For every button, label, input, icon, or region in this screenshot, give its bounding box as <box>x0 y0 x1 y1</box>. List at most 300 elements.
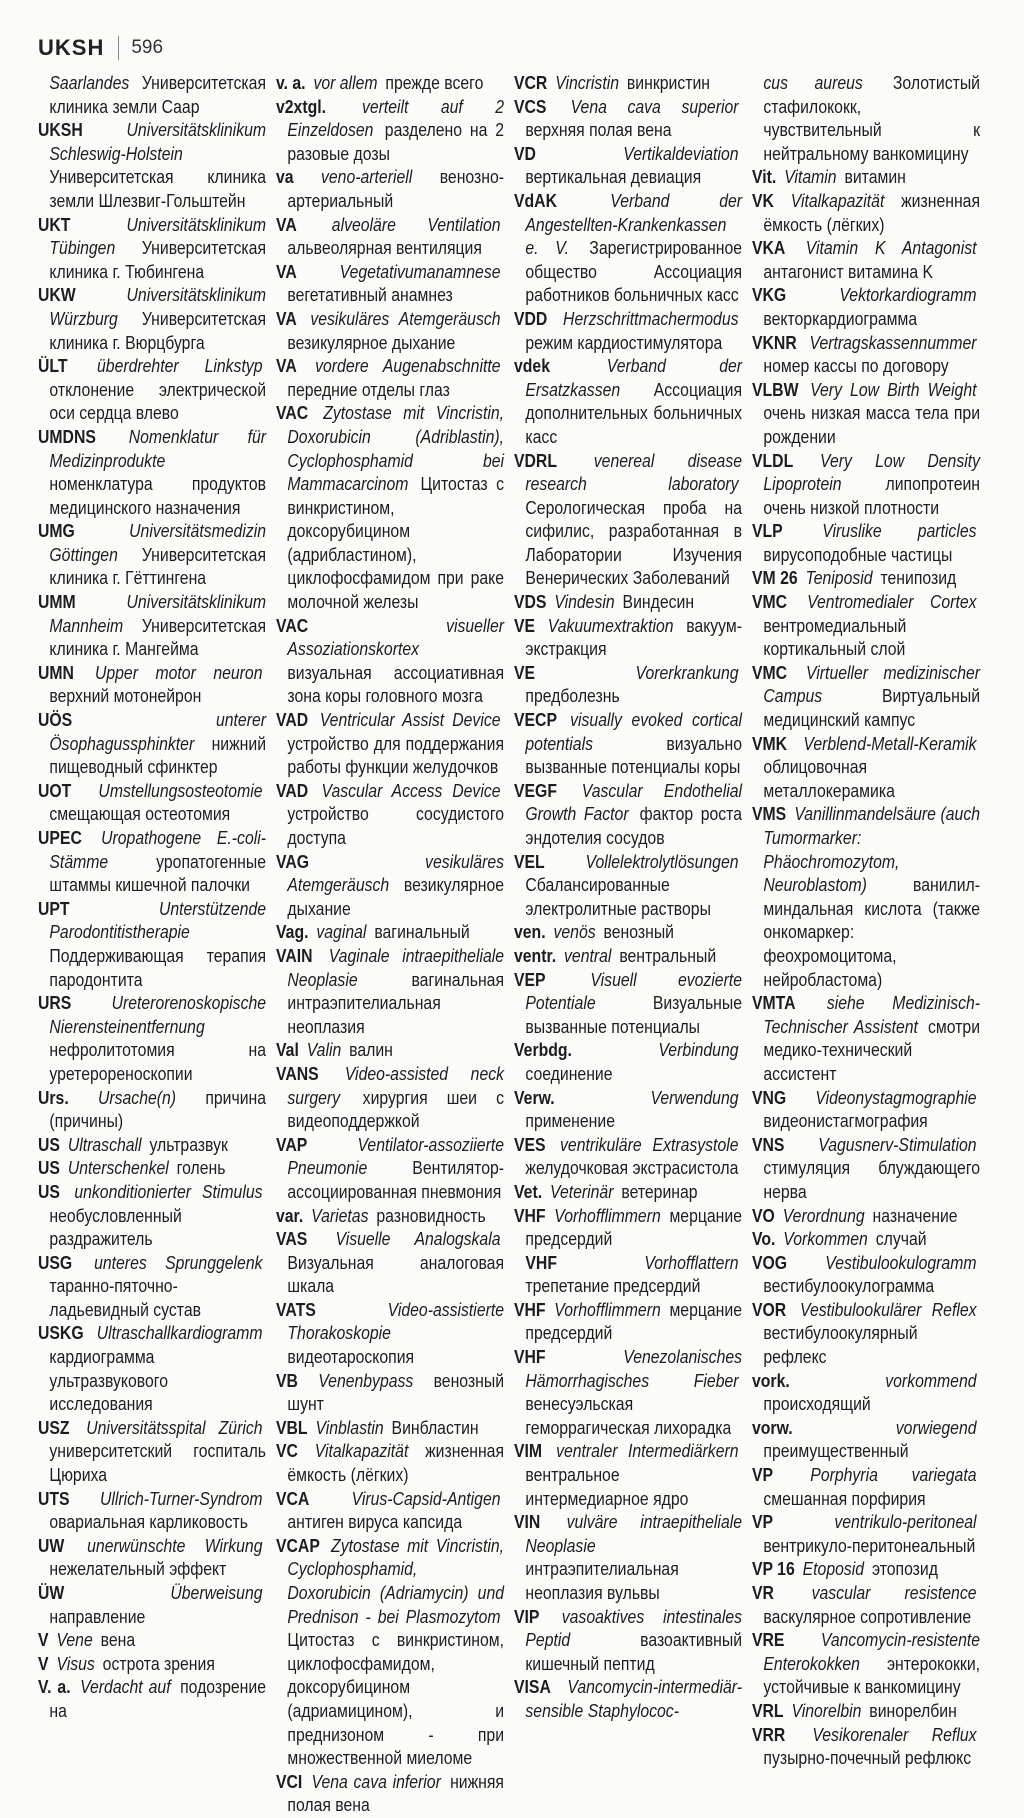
entry-term: Vertikaldeviation <box>623 143 739 164</box>
entry-translation: Визуальная аналоговая шкала <box>287 1252 505 1297</box>
entry-translation: необусловленный раздражитель <box>49 1205 182 1250</box>
entry-translation: альвеолярная вентиляция <box>287 238 482 259</box>
dictionary-columns <box>38 72 984 1816</box>
entry-term: vorwiegend <box>895 1417 977 1438</box>
dictionary-entry <box>276 1771 504 1818</box>
entry-abbreviation: VLBW <box>752 379 799 400</box>
entry-abbreviation: ÜW <box>38 1583 65 1603</box>
dictionary-entry <box>38 1181 266 1252</box>
entry-abbreviation: USG <box>38 1252 73 1273</box>
entry-abbreviation: Verbdg. <box>514 1040 572 1061</box>
entry-translation: визуально вызванные потенциалы коры <box>525 733 743 778</box>
dictionary-entry <box>752 166 980 190</box>
dictionary-entry <box>38 1676 266 1723</box>
entry-abbreviation: Verw. <box>514 1087 555 1108</box>
dictionary-entry <box>752 1228 980 1252</box>
entry-translation: витамин <box>844 167 906 188</box>
entry-term: ventrikuläre Extrasystole <box>560 1134 739 1155</box>
entry-abbreviation: VKA <box>752 238 786 259</box>
entry-abbreviation: v. a. <box>276 73 306 93</box>
entry-term: Vestibulookulogramm <box>825 1252 977 1273</box>
entry-translation: соединение <box>525 1063 613 1084</box>
entry-term: Visus <box>56 1653 95 1674</box>
dictionary-entry <box>38 214 266 285</box>
entry-abbreviation: VE <box>514 615 536 636</box>
entry-abbreviation: VMTA <box>752 993 796 1014</box>
entry-translation: вентрикуло-перитонеальный <box>763 1535 976 1556</box>
entry-translation: голень <box>176 1158 226 1179</box>
entry-term: Vestibulookulärer Reflex <box>800 1299 977 1320</box>
entry-translation: Университетская клиника г. Мангейма <box>49 615 267 660</box>
entry-translation: видеотароскопия <box>287 1347 415 1368</box>
dictionary-entry <box>276 780 504 851</box>
entry-term: Vertragskassennummer <box>809 332 977 353</box>
entry-abbreviation: VHF <box>514 1347 546 1368</box>
entry-term: Ventilator-assoziierte Pneumonie <box>287 1134 505 1179</box>
entry-term: Virtueller medizinischer Campus <box>763 662 981 707</box>
dictionary-entry <box>38 520 266 591</box>
entry-term: Venezolanisches Hämorrhagisches Fieber <box>525 1347 743 1391</box>
entry-translation: Виртуальный медицинский кампус <box>763 686 981 731</box>
entry-translation: антагонист витамина K <box>763 261 934 282</box>
dictionary-entry <box>514 969 742 1040</box>
dictionary-entry <box>38 1488 266 1535</box>
dictionary-entry <box>514 190 742 308</box>
entry-abbreviation: VBL <box>276 1417 308 1438</box>
entry-abbreviation: UMM <box>38 592 76 613</box>
entry-term: Umstellungsosteotomie <box>98 780 263 801</box>
dictionary-entry <box>514 1205 742 1252</box>
entry-translation: случай <box>875 1229 927 1250</box>
dictionary-entry <box>514 1252 742 1299</box>
entry-abbreviation: UPEC <box>38 828 82 848</box>
entry-term: Zytostase mit Vincristin, Cyclophosphamid, Doxorubicin (Adriamycin) und Prednison - bei Plasmozytom <box>287 1535 505 1627</box>
entry-term: ventrikulo-peritoneal <box>834 1512 977 1533</box>
dictionary-entry <box>38 119 266 213</box>
running-head-keyword: UKSH <box>38 35 105 60</box>
entry-term: Varietas <box>311 1205 369 1226</box>
dictionary-entry <box>752 237 980 284</box>
entry-abbreviation: VMC <box>752 662 788 683</box>
entry-abbreviation: VD <box>514 143 536 164</box>
entry-translation: венозно-артериальный <box>287 167 505 211</box>
entry-term: Ventricular Assist Device <box>319 710 501 731</box>
entry-translation: венозный шунт <box>287 1370 505 1415</box>
entry-translation: винорелбин <box>869 1700 957 1721</box>
entry-term: Venenbypass <box>318 1370 414 1391</box>
dictionary-entry <box>514 1511 742 1605</box>
entry-abbreviation: VA <box>276 261 297 282</box>
entry-term: Vesikorenaler Reflux <box>812 1724 977 1745</box>
entry-translation: направление <box>49 1606 146 1627</box>
entry-translation: венозный <box>603 922 674 943</box>
entry-term: Ultraschallkardiogramm <box>96 1323 263 1344</box>
entry-translation: прежде всего <box>385 73 484 93</box>
entry-translation: венесуэльская геморрагическая лихорадка <box>525 1394 732 1438</box>
dictionary-entry <box>752 332 980 379</box>
entry-abbreviation: VANS <box>276 1063 319 1084</box>
entry-term: Vorerkrankung <box>635 662 739 683</box>
dictionary-entry-continuation <box>38 72 266 119</box>
entry-term: Nomenklatur für Medizinprodukte <box>49 426 267 471</box>
dictionary-entry <box>514 450 742 592</box>
entry-abbreviation: VNS <box>752 1134 785 1155</box>
entry-abbreviation: USKG <box>38 1323 84 1344</box>
entry-abbreviation: VP 16 <box>752 1559 795 1580</box>
dictionary-entry <box>276 214 504 261</box>
dictionary-entry <box>752 591 980 662</box>
dictionary-column-1 <box>38 72 267 1721</box>
entry-translation: Поддерживающая терапия пародонтита <box>49 945 267 990</box>
dictionary-entry <box>514 851 742 922</box>
entry-term: Vitamin <box>784 167 837 188</box>
entry-translation: верхний мотонейрон <box>49 686 202 707</box>
entry-translation: Цитостаз с винкристином, циклофосфамидом, доксорубицином (адриамицином), и преднизоном - при множественной миеломе <box>287 1630 505 1769</box>
entry-term: Verband der Angestellten-Krankenkassen e. V. <box>525 190 743 259</box>
entry-translation: номенклатура продуктов медицинского назначения <box>49 474 267 518</box>
entry-translation: назначение <box>872 1205 958 1226</box>
dictionary-entry <box>752 1370 980 1417</box>
entry-term: unerwünschte Wirkung <box>87 1535 263 1556</box>
entry-term: Universitätsspital Zürich <box>86 1417 263 1438</box>
entry-abbreviation: UW <box>38 1535 65 1556</box>
entry-abbreviation: VRE <box>752 1630 785 1651</box>
entry-term: alveoläre Ventilation <box>331 214 501 235</box>
entry-term: Vena cava inferior <box>311 1771 441 1792</box>
header-divider <box>118 36 119 60</box>
dictionary-entry <box>38 1582 266 1629</box>
entry-term: Video-assistierte Thorakoskopie <box>287 1299 505 1344</box>
dictionary-entry <box>38 355 266 426</box>
entry-term: visueller Assoziationskortex <box>287 615 505 660</box>
entry-abbreviation: VCI <box>276 1771 303 1792</box>
entry-translation: векторкардиограмма <box>763 308 918 329</box>
entry-abbreviation: ventr. <box>514 945 557 966</box>
entry-term: Vitalkapazität <box>314 1441 409 1462</box>
dictionary-entry <box>38 591 266 662</box>
entry-abbreviation: UOT <box>38 780 72 801</box>
entry-translation: васкулярное сопротивление <box>763 1606 972 1627</box>
dictionary-entry <box>38 992 266 1086</box>
entry-translation: везикулярное дыхание <box>287 332 456 353</box>
entry-abbreviation: UMG <box>38 521 75 542</box>
dictionary-entry <box>514 143 742 190</box>
entry-abbreviation: VA <box>276 356 297 377</box>
entry-translation: Вентилятор-ассоциированная пневмония <box>287 1158 505 1202</box>
dictionary-entry <box>276 921 504 945</box>
entry-term: Visuelle Analogskala <box>335 1229 501 1250</box>
entry-term: Ursache(n) <box>97 1087 177 1108</box>
entry-abbreviation: VP <box>752 1465 774 1486</box>
dictionary-entry <box>514 945 742 969</box>
entry-translation: антиген вируса капсида <box>287 1512 463 1533</box>
page-header <box>38 34 984 62</box>
dictionary-entry <box>38 709 266 780</box>
dictionary-entry <box>752 1299 980 1370</box>
entry-translation: смотри медико-технический ассистент <box>763 1016 981 1084</box>
entry-abbreviation: VEL <box>514 851 545 872</box>
entry-term: Vorhofflimmern <box>554 1205 661 1226</box>
entry-translation: вакуум-экстракция <box>525 615 743 660</box>
dictionary-entry <box>514 72 742 96</box>
entry-abbreviation: VOG <box>752 1252 788 1273</box>
entry-abbreviation: VEP <box>514 969 546 990</box>
entry-abbreviation: VES <box>514 1134 546 1155</box>
entry-term: cus aureus <box>763 73 863 93</box>
entry-term: Herzschrittmachermodus <box>563 308 739 329</box>
entry-term: venereal disease research laboratory <box>525 450 743 495</box>
entry-abbreviation: UKW <box>38 285 76 306</box>
dictionary-entry <box>276 1205 504 1229</box>
entry-translation: отклонение электрической оси сердца влево <box>49 379 267 424</box>
entry-abbreviation: VdAK <box>514 190 557 211</box>
entry-abbreviation: Vit. <box>752 167 777 188</box>
entry-translation: Виндесин <box>622 592 695 613</box>
entry-abbreviation: VCR <box>514 73 548 93</box>
entry-term: vorkommend <box>885 1370 977 1391</box>
entry-term: Vitalkapazität <box>790 190 885 211</box>
entry-term: Virus-Capsid-Antigen <box>351 1488 501 1509</box>
dictionary-entry <box>276 96 504 167</box>
entry-term: siehe Medizinisch-Technischer Assistent <box>763 993 981 1037</box>
entry-abbreviation: Vet. <box>514 1181 543 1202</box>
entry-abbreviation: VIM <box>514 1441 543 1462</box>
dictionary-entry <box>276 166 504 213</box>
entry-term: Teniposid <box>805 568 873 589</box>
dictionary-entry <box>276 945 504 1039</box>
entry-term: unkonditionierter Stimulus <box>74 1181 263 1202</box>
dictionary-entry <box>514 1299 742 1346</box>
entry-abbreviation: VK <box>752 190 774 211</box>
entry-translation: стимуляция блуждающего нерва <box>763 1158 981 1202</box>
entry-translation: мерцание предсердий <box>525 1205 743 1250</box>
dictionary-entry <box>752 1582 980 1629</box>
entry-term: Verwendung <box>650 1087 739 1108</box>
dictionary-entry <box>752 520 980 567</box>
dictionary-entry <box>276 1370 504 1417</box>
entry-term: Vaginale intraepitheliale Neoplasie <box>287 945 505 990</box>
dictionary-entry <box>752 992 980 1086</box>
entry-term: Upper motor neuron <box>94 662 263 683</box>
dictionary-entry <box>38 284 266 355</box>
dictionary-entry-continuation <box>752 72 980 166</box>
entry-abbreviation: VKG <box>752 285 787 306</box>
entry-term: Ventromedialer Cortex <box>807 592 977 613</box>
entry-abbreviation: UÖS <box>38 710 73 731</box>
entry-term: Ullrich-Turner-Syndrom <box>99 1488 263 1509</box>
entry-term: Zytostase mit Vincristin, Doxorubicin (Adriblastin), Cyclophosphamid bei Mammacarcinom <box>287 403 505 495</box>
entry-translation: вестибулоокулограмма <box>763 1276 935 1297</box>
dictionary-entry <box>276 1134 504 1205</box>
entry-abbreviation: Val <box>276 1040 299 1061</box>
dictionary-entry <box>752 733 980 804</box>
entry-translation: применение <box>525 1111 615 1132</box>
entry-abbreviation: v2xtgl. <box>276 96 327 117</box>
entry-abbreviation: VDRL <box>514 450 557 471</box>
entry-term: Unterschenkel <box>67 1158 169 1179</box>
entry-translation: ультразвук <box>149 1134 228 1155</box>
entry-abbreviation: US <box>38 1158 60 1179</box>
entry-translation: происходящий <box>763 1394 871 1415</box>
entry-abbreviation: VIP <box>514 1606 540 1627</box>
entry-translation: фактор роста эндотелия сосудов <box>525 804 743 848</box>
entry-abbreviation: VCA <box>276 1488 310 1509</box>
entry-translation: Серологическая проба на сифилис, разработанная в Лаборатории Изучения Венерических Заболеваний <box>525 497 743 589</box>
entry-abbreviation: VKNR <box>752 332 797 353</box>
entry-term: Saarlandes <box>49 73 130 93</box>
entry-translation: интраэпителиальная неоплазия вульвы <box>525 1559 679 1603</box>
dictionary-entry <box>514 308 742 355</box>
entry-term: vascular resistence <box>811 1583 977 1603</box>
entry-term: Universitätsklinikum Mannheim <box>49 592 267 636</box>
entry-abbreviation: VMS <box>752 804 787 825</box>
entry-translation: энтерококки, устойчивые к ванкомицину <box>763 1653 981 1698</box>
entry-term: Vorkommen <box>783 1229 868 1250</box>
dictionary-entry <box>752 1629 980 1700</box>
entry-translation: ванилил-миндальная кислота (также онкомаркер: феохромоцитома, нейробластома) <box>763 875 981 990</box>
entry-translation: верхняя полая вена <box>525 120 672 141</box>
entry-translation: передние отделы глаз <box>287 379 450 400</box>
entry-translation: нижняя полая вена <box>287 1771 504 1816</box>
entry-translation: видеонистагмография <box>763 1111 928 1132</box>
entry-abbreviation: VE <box>514 662 536 683</box>
dictionary-entry <box>276 615 504 709</box>
entry-abbreviation: VECP <box>514 710 558 731</box>
entry-abbreviation: VAS <box>276 1229 308 1250</box>
entry-translation: вертикальная девиация <box>525 167 702 188</box>
dictionary-entry <box>752 379 980 450</box>
dictionary-entry <box>752 567 980 591</box>
page-number: 596 <box>131 37 164 58</box>
entry-abbreviation: VATS <box>276 1299 316 1320</box>
entry-translation: вена <box>100 1630 136 1651</box>
dictionary-entry <box>38 662 266 709</box>
entry-abbreviation: VRR <box>752 1724 786 1745</box>
entry-abbreviation: VP <box>752 1512 774 1533</box>
entry-abbreviation: Vo. <box>752 1229 776 1250</box>
entry-term: vaginal <box>316 922 367 943</box>
dictionary-entry <box>38 1134 266 1158</box>
entry-term: vordere Augenabschnitte <box>315 356 501 377</box>
entry-translation: вагинальная интраэпителиальная неоплазия <box>287 969 505 1037</box>
entry-abbreviation: UMN <box>38 662 74 683</box>
dictionary-entry <box>514 96 742 143</box>
entry-translation: Зарегистрированное общество Ассоциация работников больничных касс <box>525 238 743 306</box>
entry-term: Verbindung <box>658 1040 739 1061</box>
entry-abbreviation: Urs. <box>38 1087 69 1108</box>
entry-abbreviation: ÜLT <box>38 356 68 377</box>
entry-term: Vorhofflimmern <box>554 1299 661 1320</box>
entry-term: unteres Sprunggelenk <box>94 1252 263 1273</box>
entry-translation: острота зрения <box>102 1653 215 1674</box>
dictionary-entry <box>38 426 266 520</box>
entry-term: Vinblastin <box>315 1417 384 1438</box>
entry-translation: университетский госпиталь Цюриха <box>49 1441 267 1486</box>
entry-translation: валин <box>349 1040 393 1061</box>
entry-translation: режим кардиостимулятора <box>525 332 723 353</box>
entry-abbreviation: va <box>276 167 294 188</box>
entry-abbreviation: VMC <box>752 592 788 613</box>
dictionary-entry <box>276 261 504 308</box>
entry-translation: облицовочная металлокерамика <box>763 757 895 801</box>
entry-translation: жизненная ёмкость (лёгких) <box>763 190 981 235</box>
entry-translation: Цитостаз с винкристином, доксорубицином (адрибластином), циклофосфамидом при раке молочной железы <box>287 474 505 613</box>
dictionary-entry <box>514 355 742 449</box>
entry-term: Vakuumextraktion <box>547 615 674 636</box>
entry-abbreviation: VMK <box>752 733 788 754</box>
entry-translation: Винбластин <box>391 1417 479 1438</box>
entry-term: Very Low Birth Weight <box>810 379 977 400</box>
entry-abbreviation: VHF <box>514 1299 546 1320</box>
entry-term: Visuell evozierte Potentiale <box>525 969 743 1014</box>
entry-term: vulväre intraepitheliale Neoplasie <box>525 1512 743 1556</box>
entry-abbreviation: VAD <box>276 780 309 801</box>
entry-term: Uropathogene E.-coli-Stämme <box>49 828 267 872</box>
entry-abbreviation: VA <box>276 214 297 235</box>
entry-abbreviation: VAIN <box>276 945 313 966</box>
entry-term: Etoposid <box>802 1559 865 1580</box>
entry-translation: вагинальный <box>374 922 470 943</box>
dictionary-entry <box>752 1417 980 1464</box>
dictionary-entry <box>38 780 266 827</box>
entry-translation: трепетание предсердий <box>525 1276 701 1297</box>
entry-abbreviation: V. a. <box>38 1677 71 1698</box>
entry-abbreviation: V <box>38 1630 49 1651</box>
entry-term: vesikuläres Atemgeräusch <box>287 851 505 896</box>
entry-abbreviation: VB <box>276 1370 298 1391</box>
entry-translation: мерцание предсердий <box>525 1299 743 1344</box>
entry-abbreviation: VAC <box>276 403 309 424</box>
dictionary-entry <box>276 1228 504 1299</box>
entry-term: Überweisung <box>170 1583 263 1603</box>
dictionary-entry <box>752 1134 980 1205</box>
dictionary-entry <box>276 1440 504 1487</box>
entry-term: Universitätsklinikum Schleswig-Holstein <box>49 120 267 164</box>
entry-term: Verdacht auf <box>80 1677 171 1698</box>
entry-abbreviation: UKSH <box>38 120 83 141</box>
entry-translation: Университетская клиника земли Саар <box>49 73 267 117</box>
entry-translation: подозрение на <box>49 1677 267 1721</box>
entry-translation: номер кассы по договору <box>763 356 949 377</box>
entry-abbreviation: VHF <box>514 1205 546 1226</box>
dictionary-entry <box>752 1087 980 1134</box>
entry-term: Vindesin <box>554 592 615 613</box>
entry-term: Unterstützende Parodontitistherapie <box>49 898 267 943</box>
dictionary-entry <box>276 1488 504 1535</box>
entry-term: Universitätsmedizin Göttingen <box>49 521 267 565</box>
entry-abbreviation: VHF <box>525 1252 557 1273</box>
entry-translation: смещающая остеотомия <box>49 804 231 825</box>
entry-translation: тенипозид <box>880 568 957 589</box>
entry-abbreviation: V <box>38 1653 49 1674</box>
entry-term: Verband der Ersatzkassen <box>525 356 743 400</box>
entry-translation: вентральный <box>619 945 717 966</box>
dictionary-entry <box>276 1039 504 1063</box>
entry-translation: Ассоциация дополнительных больничных касс <box>525 379 743 447</box>
entry-term: veno-arteriell <box>321 167 413 188</box>
dictionary-entry <box>752 1700 980 1724</box>
entry-term: Vektorkardiogramm <box>839 285 977 306</box>
entry-translation: преимущественный <box>763 1441 909 1462</box>
entry-translation: смешанная порфирия <box>763 1488 926 1509</box>
entry-abbreviation: VAD <box>276 710 309 731</box>
dictionary-column-3 <box>514 72 743 1721</box>
entry-term: Vascular Access Device <box>321 780 501 801</box>
dictionary-entry <box>752 1511 980 1558</box>
entry-term: Vene <box>56 1630 93 1651</box>
entry-translation: вирусоподобные частицы <box>763 544 953 565</box>
entry-translation: Университетская клиника г. Тюбингена <box>49 238 267 282</box>
